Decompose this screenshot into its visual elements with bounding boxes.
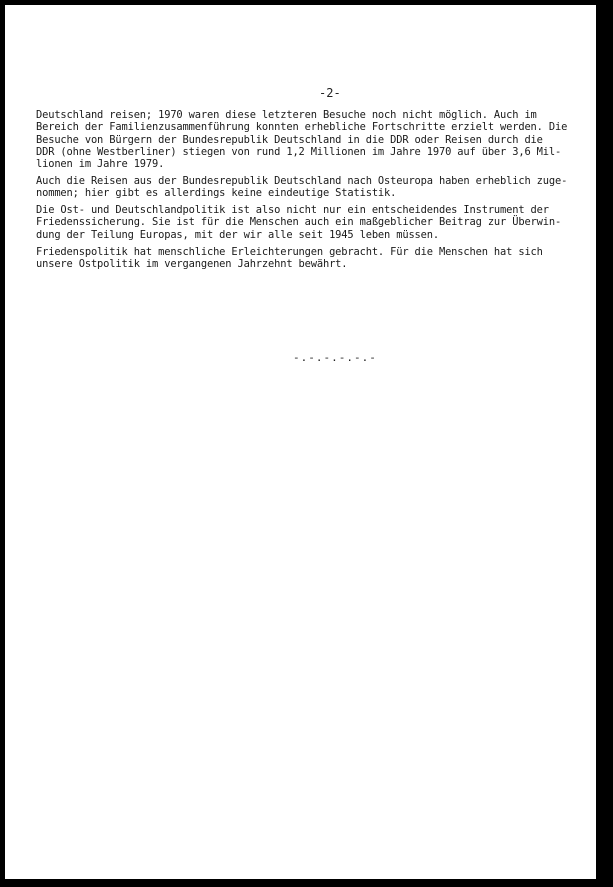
section-separator: -.-.-.-.-.- (293, 351, 377, 364)
text-line: DDR (ohne Westberliner) stiegen von rund 1,2 Millionen im Jahre 1970 auf über 3,6 Mil- (36, 145, 562, 158)
text-line: Bereich der Familienzusammenführung konnten erhebliche Fortschritte erzielt werden. Die (36, 121, 568, 134)
paragraph-3 (36, 204, 584, 241)
text-line: Deutschland reisen; 1970 waren diese letzteren Besuche noch nicht möglich. Auch im (36, 109, 537, 121)
paragraph-4 (36, 246, 584, 271)
text-line: lionen im Jahre 1979. (36, 158, 165, 171)
text-line: nommen; hier gibt es allerdings keine eindeutige Statistik. (36, 187, 397, 200)
page-number: -2- (319, 86, 341, 100)
document-page (5, 5, 596, 879)
text-line: Auch die Reisen aus der Bundesrepublik Deutschland nach Osteuropa haben erheblich zuge- (36, 175, 568, 187)
text-line: Die Ost- und Deutschlandpolitik ist also nicht nur ein entscheidendes Instrument der (36, 204, 549, 216)
paragraph-2 (36, 175, 584, 200)
paragraph-1 (36, 109, 584, 170)
text-line: Friedenssicherung. Sie ist für die Menschen auch ein maßgeblicher Beitrag zur Überwin- (36, 216, 562, 229)
text-line: dung der Teilung Europas, mit der wir alle seit 1945 leben müssen. (36, 228, 439, 241)
text-line: Friedenspolitik hat menschliche Erleichterungen gebracht. Für die Menschen hat sich (36, 246, 543, 258)
text-line: unsere Ostpolitik im vergangenen Jahrzehnt bewährt. (36, 258, 348, 271)
text-line: Besuche von Bürgern der Bundesrepublik Deutschland in die DDR oder Reisen durch die (36, 133, 543, 146)
